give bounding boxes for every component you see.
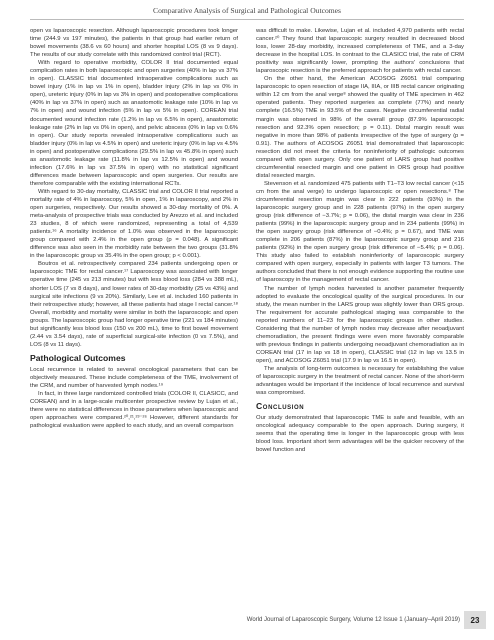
running-head: Comparative Analysis of Surgical and Pathological Outcomes [153,6,341,15]
paragraph: With regard to operative morbidity, COLOR II trial documented equal complication rates in both laparoscopic and open surgeries (40% in lap vs 37% in open). CLASSIC trial documented intraoperative complications such as bowel injury (1% in lap vs 1% in open), bladder injury (2% in lap vs 0% in open), ureteric injury (0% in lap vs 3% in open) and postoperative complications (40% in lap vs 37% in open) such as anastomotic leakage rate (10% in lap vs 7% in open) and wound infection (5% in lap vs 5% in open). COREAN trial documented wound infection rate (1.2% in lap vs 6.5% in open), anastomotic leakage rate (2% in lap vs 0% in open), and pelvic abscess (0% in lap vs 0.6% in open). Our study reports revealed intraoperative complications such as bladder injury (0% in lap vs 4.5% in open) and ureteric injury (0% in lap vs 4.5% in open) and postoperative complications (29.5% in lap vs 45.8% in open) such as anastomotic leakage rate (11.8% in lap vs 12.5% in open) and wound infection (17.6% in lap vs 37.5% in open) with no statistical significant differences made between laparoscopic and open surgeries. Our results are therefore comparable with the existing international RCTs. [30,60,238,187]
section-heading-conclusion: Conclusion [256,401,305,412]
paragraph: In fact, in three large randomized controlled trials (COLOR II, CLASICC, and COREAN) and in a large-scale multicenter prospective review by Lujan et al., there were no statistical differences in those parameters when laparoscopic and open approaches were compared.²⁰,²¹,²³⁻²⁶ However, different standards for pathological evaluation were applied to each study, and an overall comparison [30,391,238,430]
right-column [256,27,464,602]
paragraph: Our study demonstrated that laparoscopic TME is safe and feasible, with an oncological adequacy comparable to the open approach. During surgery, it seems that the operating time is longer in the laparoscopic group with less blood loss. Important short term advantages will be the quicker recovery of the bowel function and [256,415,464,454]
paragraph: The number of lymph nodes harvested is another parameter frequently adopted to evaluate the oncological quality of the surgical procedures. In our study, the mean number in the LARS group was slightly lower than ORS group. The requirement for accurate pathological staging was comparable to the reported numbers of 11–23 for the laparoscopic groups in other studies. Considering that the number of lymph nodes may decrease after neoadjuvant chemoradiation, the present findings were even more favorably comparable with previous findings in patients undergoing neoadjuvant chemoradiation as in COREAN trial (17 in lap vs 18 in open), CLASSIC trial (12 in lap vs 13.5 in open), and ACOSOG Z6051 trial (17.9 in lap vs 16.5 in open). [256,285,464,364]
paragraph: With regard to 30-day mortality, CLASSIC trial and COLOR II trial reported a mortality rate of 4% in laparoscopy, 5% in open, 1% in laparoscopy, and 2% in open surgeries, respectively. Our results showed a 30-day mortality of 0%. A meta-analysis of prospective trials was conducted by Arezzo et al. and included 23 studies, 8 of which were randomized, representing a total of 4,539 patients.¹⁶ A mortality incidence of 1.0% was observed in the laparoscopic group compared with 2.4% in the open group (p = 0.048). A significant difference was also seen in the morbidity rate between the two groups (31.8% in the laparoscopic group vs 35.4% in the open group; p < 0.001). [30,188,238,260]
paragraph: On the other hand, the American ACOSOG Z6051 trial comparing laparoscopic to open resection of stage IIA, IIIA, or IIIB rectal cancer originating within 12 cm from the anal verge⁸ showed the quality of TME specimen in 462 operated patients. They reported surgeries as complete (77%) and nearly complete (16.5%) TME in 93.5% of the cases. Negative circumferential radial margin was observed in 98% of the overall group (87.9% laparoscopic resection and 92.3% open resection; p = 0.11). Distal margin result was negative in more than 98% of patients irrespective of the type of surgery (p = 0.91). The authors of ACOSOG Z6051 trial demonstrated that laparoscopic resection did not meet the criteria for noninferiority of pathologic outcomes compared with open surgery. Only one patient of LARS group had positive circumferential resected margin and one patient in ORS group had positive distal resected margin. [256,76,464,179]
paragraph: Boutros et al. retrospectively compared 234 patients undergoing open or laparoscopic TME for rectal cancer.¹⁷ Laparoscopy was associated with longer operative time (245 vs 213 minutes) but with less blood loss (284 vs 388 mL), shorter LOS (7 vs 8 days), and lower rates of 30-day morbidity (25 vs 43%) and surgical site infections (9 vs 20%). Similarly, Lee et al. included 160 patients in their retrospective study; however, all these patients had stage I rectal cancer.¹⁸ Overall, morbidity and mortality were similar in both the laparoscopic and open groups. The laparoscopic group had longer operative time (221 vs 184 minutes) but significantly less blood loss (150 vs 200 mL), time to first bowel movement (2.44 vs 3.54 days), rate of superficial surgical-site infection (0 vs 7.5%), and LOS (8 vs 11 days). [30,261,238,348]
journal-citation: World Journal of Laparoscopic Surgery, Volume 12 Issue 1 (January–April 2019) [246,617,460,623]
left-column [30,27,238,602]
section-heading-pathological-outcomes: Pathological Outcomes [30,352,126,363]
paragraph: The analysis of long-term outcomes is necessary for establishing the value of laparoscopic surgery in the treatment of rectal cancer. None of the short-term advantages would be important if the incidence of local recurrence and survival was compromised. [256,365,464,397]
page-number: 23 [464,611,486,629]
header-rule [30,19,464,20]
paragraph: open vs laparoscopic resection. Although laparoscopic procedures took longer time (244.9 vs 197 minutes), the patients in that group had earlier return of bowel movements (38.6 vs 60 hours) and shorter hospital LOS (8 vs 9 days). The results of our study correlate with this randomized control trial (RCT). [30,28,238,59]
paragraph: was difficult to make. Likewise, Lujan et al. included 4,970 patients with rectal cancer.²⁰ They found that laparoscopic surgery resulted in decreased blood loss, lower 28-day morbidity, increased completeness of TME, and a 3-day decrease in the hospital LOS. In contrast to the CLASICC trial, the rate of CRM positivity was significantly lower, prompting the authors' conclusions that laparoscopic resection is the preferred approach for patients with rectal cancer. [256,28,464,75]
paragraph: Stevenson et al. randomized 475 patients with T1–T3 low rectal cancer (<15 cm from the anal verge) to undergo laparoscopic or open resections.⁸ The circumferential resection margin was clear in 222 patients (93%) in the laparoscopic surgery group and in 228 patients (97%) in the open surgery group (risk difference of −3.7%; p = 0.06), the distal margin was clear in 236 patients (99%) in the laparoscopic surgery group and in 234 patients (99%) in the open surgery group (risk difference of −0.4%; p = 0.67), and TME was complete in 206 patients (87%) in the laparoscopic surgery group and 216 patients (92%) in the open surgery group (risk difference of −5.4%; p = 0.06). This study also failed to establish noninferiority of laparoscopic surgery compared with open surgery, especially in patients with larger T3 tumors. The authors concluded that there is not enough evidence supporting the routine use of laparoscopy in the management of rectal cancer. [256,180,464,284]
paragraph: Local recurrence is related to several oncological parameters that can be objectively measured. These include completeness of the TME, involvement of the CRM, and number of harvested lymph nodes.¹⁹ [30,366,238,389]
